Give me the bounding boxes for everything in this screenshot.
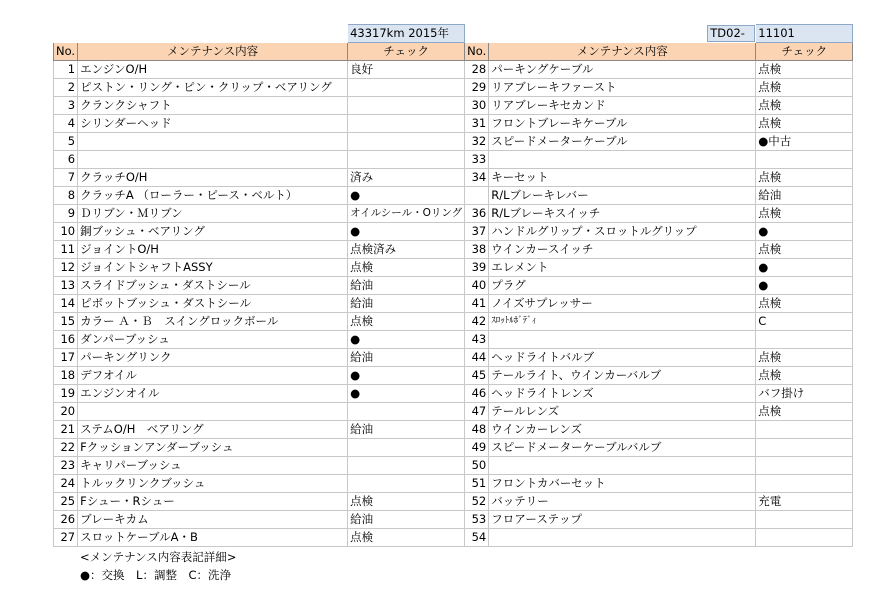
notes: [80, 548, 236, 584]
row-number-cell[interactable]: 48: [465, 421, 489, 439]
check-cell[interactable]: [348, 79, 465, 97]
check-cell[interactable]: [756, 457, 853, 475]
check-cell[interactable]: 給油: [348, 277, 465, 295]
maintenance-item-cell[interactable]: クラッチO/H: [78, 169, 348, 187]
row-number-cell[interactable]: 39: [465, 259, 489, 277]
table-row: [54, 187, 853, 205]
check-cell[interactable]: 良好: [348, 61, 465, 79]
maintenance-item-cell[interactable]: 銅ブッシュ・ベアリング: [78, 223, 348, 241]
row-number-cell[interactable]: 54: [465, 529, 489, 547]
row-number-cell[interactable]: 23: [54, 457, 78, 475]
row-number-cell[interactable]: 25: [54, 493, 78, 511]
check-cell[interactable]: ●: [756, 223, 853, 241]
check-cell[interactable]: ●: [756, 277, 853, 295]
check-cell[interactable]: 点検: [756, 205, 853, 223]
row-number-cell[interactable]: 9: [54, 205, 78, 223]
maintenance-item-cell[interactable]: [78, 151, 348, 169]
maintenance-item-cell[interactable]: フロントブレーキケーブル: [489, 115, 756, 133]
check-cell[interactable]: オイルシール・Oリング: [348, 205, 465, 223]
row-number-cell[interactable]: 51: [465, 475, 489, 493]
row-number-cell[interactable]: [465, 187, 489, 205]
table-row: [54, 367, 853, 385]
row-number-cell[interactable]: 4: [54, 115, 78, 133]
maintenance-item-cell[interactable]: キャリパーブッシュ: [78, 457, 348, 475]
row-number-cell[interactable]: 37: [465, 223, 489, 241]
row-number-cell[interactable]: 6: [54, 151, 78, 169]
maintenance-item-cell[interactable]: パーキングケーブル: [489, 61, 756, 79]
maintenance-item-cell[interactable]: スピードメーターケーブルバルブ: [489, 439, 756, 457]
table-row: [54, 133, 853, 151]
check-cell[interactable]: 点検: [756, 169, 853, 187]
maintenance-item-cell[interactable]: [78, 403, 348, 421]
serial-number-cell[interactable]: 11101: [756, 25, 853, 43]
maintenance-item-cell[interactable]: エンジンオイル: [78, 385, 348, 403]
table-row: [54, 313, 853, 331]
check-cell[interactable]: [348, 475, 465, 493]
mileage-year-cell[interactable]: 43317km 2015年: [348, 25, 465, 43]
maintenance-item-cell[interactable]: スライドブッシュ・ダストシール: [78, 277, 348, 295]
check-cell[interactable]: 点検: [348, 313, 465, 331]
row-number-cell[interactable]: 7: [54, 169, 78, 187]
table-row: [54, 97, 853, 115]
table-row: [54, 457, 853, 475]
row-number-cell[interactable]: 19: [54, 385, 78, 403]
model-code-cell[interactable]: TD02-: [707, 25, 755, 42]
maintenance-item-cell[interactable]: パーキングリンク: [78, 349, 348, 367]
maintenance-item-cell[interactable]: R/Lブレーキレバー: [489, 187, 756, 205]
row-number-cell[interactable]: 5: [54, 133, 78, 151]
row-number-cell[interactable]: 21: [54, 421, 78, 439]
maintenance-item-cell[interactable]: フロントカバーセット: [489, 475, 756, 493]
table-row: [54, 529, 853, 547]
row-number-cell[interactable]: 11: [54, 241, 78, 259]
check-cell[interactable]: 点検: [756, 79, 853, 97]
row-number-cell[interactable]: 31: [465, 115, 489, 133]
maintenance-item-cell[interactable]: R/Lブレーキスイッチ: [489, 205, 756, 223]
table-row: [54, 169, 853, 187]
row-number-cell[interactable]: 14: [54, 295, 78, 313]
check-cell[interactable]: [348, 115, 465, 133]
row-number-cell[interactable]: 13: [54, 277, 78, 295]
check-cell[interactable]: [348, 97, 465, 115]
check-cell[interactable]: 給油: [756, 187, 853, 205]
check-cell[interactable]: [756, 421, 853, 439]
maintenance-item-cell[interactable]: ヘッドライトバルブ: [489, 349, 756, 367]
row-number-cell[interactable]: 29: [465, 79, 489, 97]
row-number-cell[interactable]: 53: [465, 511, 489, 529]
row-number-cell[interactable]: 2: [54, 79, 78, 97]
check-cell[interactable]: ●: [348, 367, 465, 385]
maintenance-item-cell[interactable]: [489, 151, 756, 169]
row-number-cell[interactable]: 32: [465, 133, 489, 151]
row-number-cell[interactable]: 28: [465, 61, 489, 79]
row-number-cell[interactable]: 24: [54, 475, 78, 493]
maintenance-item-cell[interactable]: ステムO/H ベアリング: [78, 421, 348, 439]
header-row: [54, 43, 853, 61]
maintenance-item-cell[interactable]: テールライト、ウインカーバルブ: [489, 367, 756, 385]
maintenance-table: [53, 24, 853, 547]
check-cell[interactable]: 点検: [348, 529, 465, 547]
table-row: [54, 205, 853, 223]
row-number-cell[interactable]: 26: [54, 511, 78, 529]
table-row: [54, 421, 853, 439]
maintenance-item-cell[interactable]: ノイズサプレッサー: [489, 295, 756, 313]
row-number-cell[interactable]: 47: [465, 403, 489, 421]
row-number-cell[interactable]: 12: [54, 259, 78, 277]
table-row: [54, 403, 853, 421]
row-number-cell[interactable]: 42: [465, 313, 489, 331]
maintenance-item-cell[interactable]: ピストン・リング・ピン・クリップ・ベアリング: [78, 79, 348, 97]
check-cell[interactable]: ●: [348, 385, 465, 403]
check-cell[interactable]: [348, 133, 465, 151]
row-number-cell[interactable]: 15: [54, 313, 78, 331]
table-row: [54, 439, 853, 457]
maintenance-item-cell[interactable]: ピボットブッシュ・ダストシール: [78, 295, 348, 313]
check-cell[interactable]: 点検済み: [348, 241, 465, 259]
table-row: [54, 277, 853, 295]
header-no-left: No.: [54, 43, 78, 61]
check-cell[interactable]: 点検: [348, 493, 465, 511]
maintenance-item-cell[interactable]: [489, 457, 756, 475]
row-number-cell[interactable]: 3: [54, 97, 78, 115]
check-cell[interactable]: ●: [348, 331, 465, 349]
top-info-row: [54, 25, 853, 43]
check-cell[interactable]: [348, 457, 465, 475]
maintenance-item-cell[interactable]: クランクシャフト: [78, 97, 348, 115]
header-check-left: チェック: [348, 43, 465, 61]
maintenance-item-cell[interactable]: ジョイントO/H: [78, 241, 348, 259]
table-row: [54, 115, 853, 133]
check-cell[interactable]: 点検: [756, 61, 853, 79]
check-cell[interactable]: 給油: [348, 421, 465, 439]
table-row: [54, 151, 853, 169]
table-row: [54, 349, 853, 367]
maintenance-sheet: [53, 24, 853, 547]
maintenance-item-cell[interactable]: [78, 133, 348, 151]
maintenance-item-cell[interactable]: カラー Ａ・Ｂ スイングロックボール: [78, 313, 348, 331]
maintenance-item-cell[interactable]: ジョイントシャフトASSY: [78, 259, 348, 277]
check-cell[interactable]: [756, 151, 853, 169]
row-number-cell[interactable]: 16: [54, 331, 78, 349]
row-number-cell[interactable]: 34: [465, 169, 489, 187]
check-cell[interactable]: 点検: [756, 403, 853, 421]
table-row: [54, 61, 853, 79]
row-number-cell[interactable]: 1: [54, 61, 78, 79]
maintenance-item-cell[interactable]: ウインカーレンズ: [489, 421, 756, 439]
row-number-cell[interactable]: 44: [465, 349, 489, 367]
row-number-cell[interactable]: 36: [465, 205, 489, 223]
check-cell[interactable]: 給油: [348, 295, 465, 313]
row-number-cell[interactable]: 10: [54, 223, 78, 241]
row-number-cell[interactable]: 30: [465, 97, 489, 115]
maintenance-item-cell[interactable]: [489, 529, 756, 547]
table-row: [54, 259, 853, 277]
check-cell[interactable]: C: [756, 313, 853, 331]
check-cell[interactable]: 点検: [756, 115, 853, 133]
table-row: [54, 511, 853, 529]
check-cell[interactable]: [756, 439, 853, 457]
maintenance-item-cell[interactable]: [489, 331, 756, 349]
check-cell[interactable]: ●: [348, 187, 465, 205]
row-number-cell[interactable]: 20: [54, 403, 78, 421]
maintenance-item-cell[interactable]: Fシュー・Rシュー: [78, 493, 348, 511]
maintenance-item-cell[interactable]: クラッチA （ローラー・ピース・ベルト）: [78, 187, 348, 205]
table-row: [54, 331, 853, 349]
row-number-cell[interactable]: 27: [54, 529, 78, 547]
row-number-cell[interactable]: 41: [465, 295, 489, 313]
maintenance-item-cell[interactable]: リアブレーキファースト: [489, 79, 756, 97]
maintenance-item-cell[interactable]: リアブレーキセカンド: [489, 97, 756, 115]
maintenance-item-cell[interactable]: ウインカースイッチ: [489, 241, 756, 259]
maintenance-item-cell[interactable]: エレメント: [489, 259, 756, 277]
header-no-right: No.: [465, 43, 489, 61]
maintenance-item-cell[interactable]: シリンダーヘッド: [78, 115, 348, 133]
check-cell[interactable]: 給油: [348, 349, 465, 367]
notes-title: <メンテナンス内容表記詳細>: [80, 550, 237, 564]
row-number-cell[interactable]: 46: [465, 385, 489, 403]
check-cell[interactable]: ●中古: [756, 133, 853, 151]
row-number-cell[interactable]: 40: [465, 277, 489, 295]
table-row: [54, 295, 853, 313]
row-number-cell[interactable]: 45: [465, 367, 489, 385]
check-cell[interactable]: [756, 331, 853, 349]
check-cell[interactable]: [348, 403, 465, 421]
maintenance-item-cell[interactable]: Fクッションアンダーブッシュ: [78, 439, 348, 457]
check-cell[interactable]: 充電: [756, 493, 853, 511]
table-row: [54, 223, 853, 241]
row-number-cell[interactable]: 50: [465, 457, 489, 475]
maintenance-item-cell[interactable]: ヘッドライトレンズ: [489, 385, 756, 403]
check-cell[interactable]: バフ掛け: [756, 385, 853, 403]
maintenance-item-cell[interactable]: トルックリンクブッシュ: [78, 475, 348, 493]
row-number-cell[interactable]: 49: [465, 439, 489, 457]
check-cell[interactable]: 済み: [348, 169, 465, 187]
check-cell[interactable]: ●: [348, 223, 465, 241]
maintenance-item-cell[interactable]: デフオイル: [78, 367, 348, 385]
maintenance-item-cell[interactable]: テールレンズ: [489, 403, 756, 421]
check-cell[interactable]: [348, 151, 465, 169]
table-row: [54, 475, 853, 493]
row-number-cell[interactable]: 8: [54, 187, 78, 205]
header-item-left: メンテナンス内容: [78, 43, 348, 61]
row-number-cell[interactable]: 17: [54, 349, 78, 367]
row-number-cell[interactable]: 38: [465, 241, 489, 259]
check-cell[interactable]: 点検: [348, 259, 465, 277]
row-number-cell[interactable]: 18: [54, 367, 78, 385]
table-row: [54, 79, 853, 97]
maintenance-item-cell[interactable]: ｽﾛｯﾄﾙﾎﾞﾃﾞｨ: [489, 313, 756, 331]
check-cell[interactable]: 点検: [756, 349, 853, 367]
check-cell[interactable]: 点検: [756, 97, 853, 115]
maintenance-item-cell[interactable]: プラグ: [489, 277, 756, 295]
maintenance-item-cell[interactable]: エンジンO/H: [78, 61, 348, 79]
check-cell[interactable]: [756, 511, 853, 529]
maintenance-item-cell[interactable]: フロアーステップ: [489, 511, 756, 529]
check-cell[interactable]: ●: [756, 259, 853, 277]
notes-legend: ●：交換 L：調整 C：洗浄: [80, 568, 231, 582]
check-cell[interactable]: [756, 529, 853, 547]
maintenance-item-cell[interactable]: Ｄリブン・Ｍリブン: [78, 205, 348, 223]
table-row: [54, 241, 853, 259]
table-row: [54, 385, 853, 403]
maintenance-item-cell[interactable]: ハンドルグリップ・スロットルグリップ: [489, 223, 756, 241]
check-cell[interactable]: 点検: [756, 241, 853, 259]
check-cell[interactable]: 点検: [756, 295, 853, 313]
maintenance-item-cell[interactable]: ブレーキカム: [78, 511, 348, 529]
check-cell[interactable]: 点検: [756, 367, 853, 385]
maintenance-item-cell[interactable]: バッテリー: [489, 493, 756, 511]
maintenance-item-cell[interactable]: ダンパーブッシュ: [78, 331, 348, 349]
table-row: [54, 493, 853, 511]
header-check-right: チェック: [756, 43, 853, 61]
row-number-cell[interactable]: 22: [54, 439, 78, 457]
maintenance-item-cell[interactable]: スピードメーターケーブル: [489, 133, 756, 151]
maintenance-item-cell[interactable]: キーセット: [489, 169, 756, 187]
row-number-cell[interactable]: 43: [465, 331, 489, 349]
check-cell[interactable]: [756, 475, 853, 493]
maintenance-item-cell[interactable]: スロットケーブルA・B: [78, 529, 348, 547]
check-cell[interactable]: 給油: [348, 511, 465, 529]
check-cell[interactable]: [348, 439, 465, 457]
row-number-cell[interactable]: 52: [465, 493, 489, 511]
header-item-right: メンテナンス内容: [489, 43, 756, 61]
row-number-cell[interactable]: 33: [465, 151, 489, 169]
